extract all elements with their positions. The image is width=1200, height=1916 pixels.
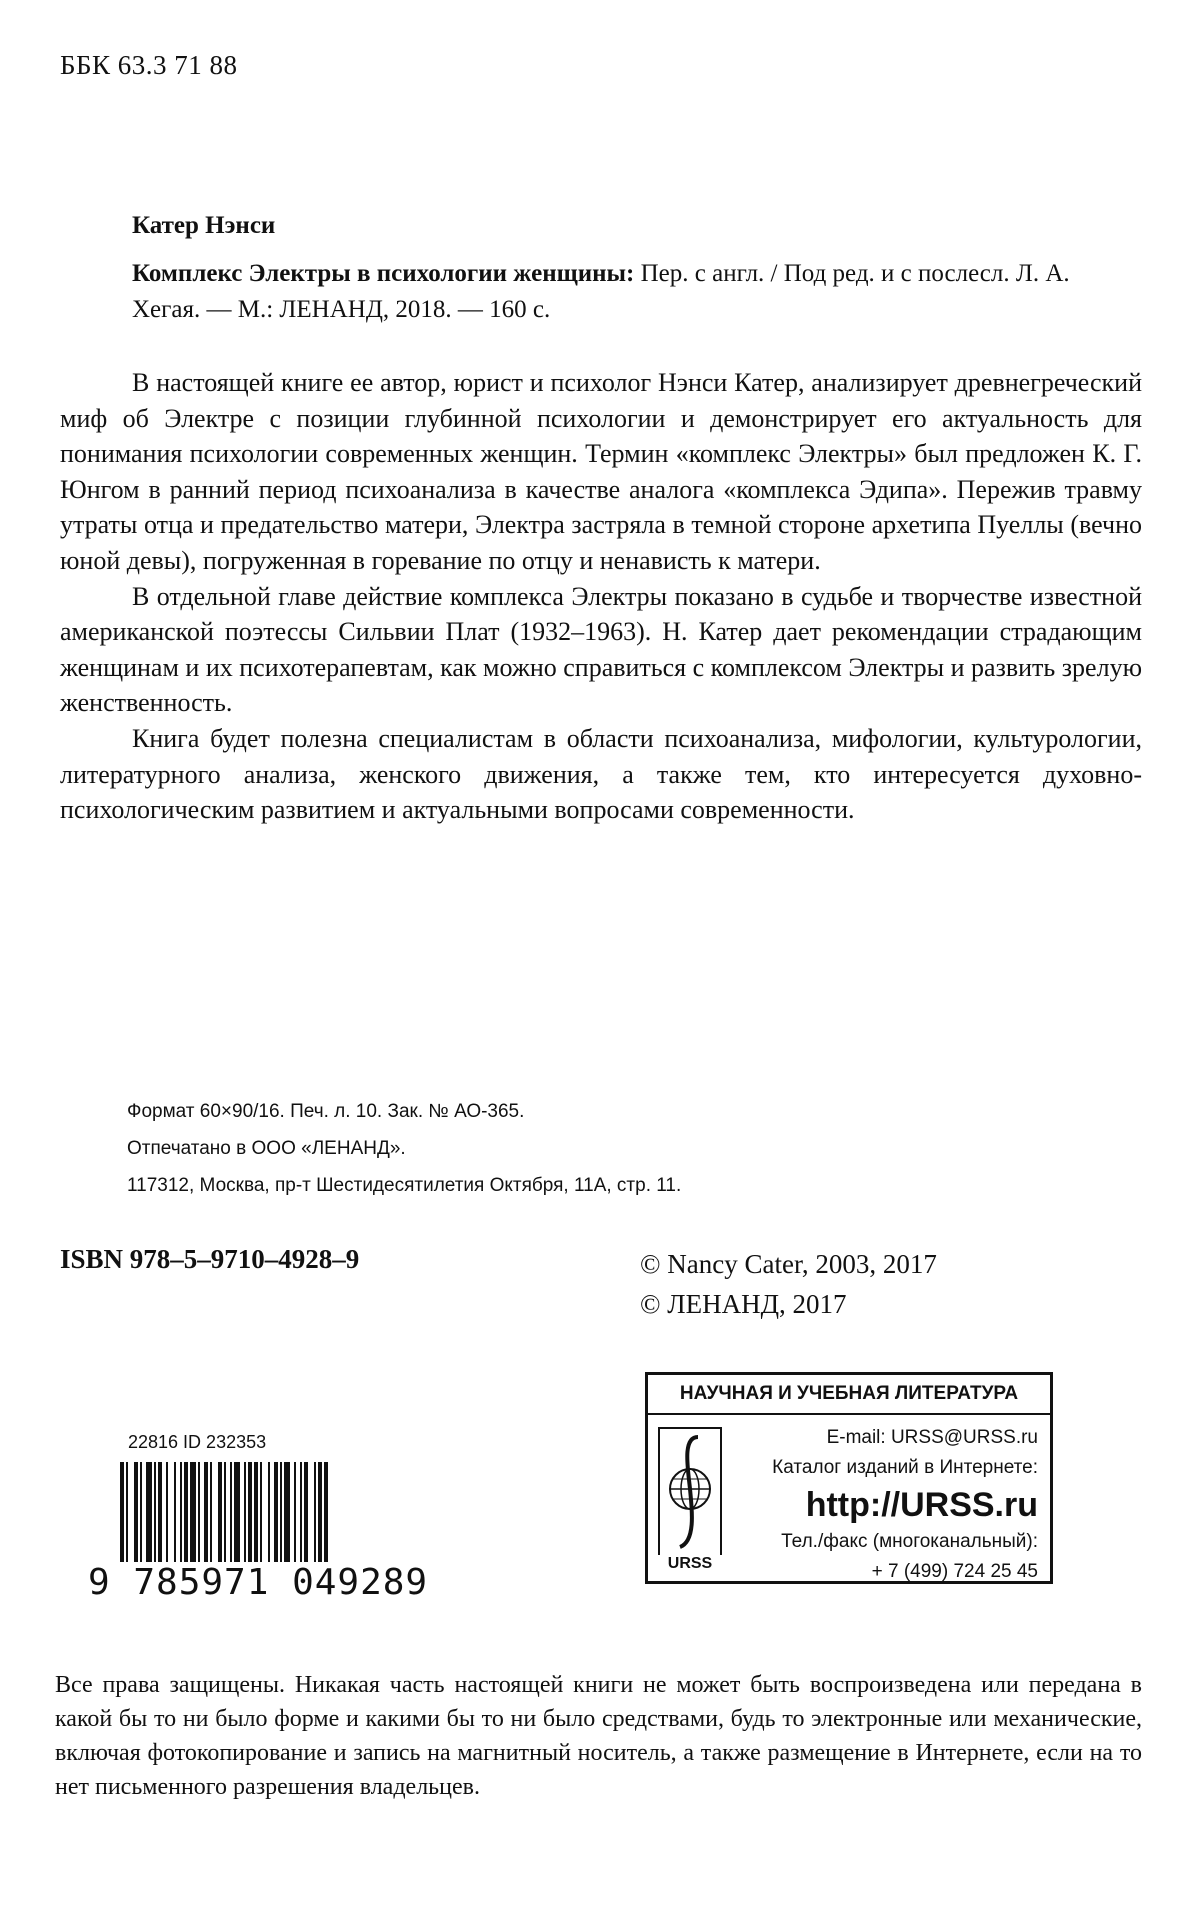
bibliographic-details: Пер. с англ. / Под ред. и с послесл. Л. А. Хегая. — М.: ЛЕНАНД, 2018. — 160 с. xyxy=(132,260,1070,323)
urss-url: http://URSS.ru xyxy=(805,1486,1038,1524)
imprint-printer: Отпечатано в ООО «ЛЕНАНД». xyxy=(127,1138,406,1159)
urss-logo xyxy=(658,1427,722,1572)
imprint xyxy=(127,1093,681,1204)
urss-phone: + 7 (499) 724 25 45 xyxy=(871,1561,1038,1582)
isbn: ISBN 978–5–9710–4928–9 xyxy=(60,1244,360,1274)
barcode-graphic xyxy=(112,1462,442,1572)
urss-publisher-box xyxy=(645,1372,1053,1584)
barcode-id: 22816 ID 232353 xyxy=(128,1432,267,1452)
abstract-paragraph: Книга будет полезна специалистам в области психоанализа, мифологии, культурологии, литературного анализа, женского движения, а также тем, кто интересуется духовно-психологическим развитием и актуальными вопросами современности. xyxy=(60,723,1142,825)
copyright-line: © Nancy Cater, 2003, 2017 xyxy=(640,1249,937,1279)
urss-catalog-label: Каталог изданий в Интернете: xyxy=(772,1457,1038,1478)
barcode-digits: 9 785971 049289 xyxy=(88,1562,429,1603)
imprint-format: Формат 60×90/16. Печ. л. 10. Зак. № АО-365. xyxy=(127,1101,525,1122)
urss-phone-label: Тел./факс (многоканальный): xyxy=(781,1531,1038,1552)
rights-notice: Все права защищены. Никакая часть настоящей книги не может быть воспроизведена или передана в какой бы то ни было форме и какими бы то ни было средствами, будь то электронные или механические, включая фотокопирование и запись на магнитный носитель, а также размещение в Интернете, если на то нет письменного разрешения владельцев. xyxy=(55,1672,1142,1800)
copyright-line: © ЛЕНАНД, 2017 xyxy=(640,1289,847,1319)
urss-logo-label: URSS xyxy=(658,1555,722,1573)
author-name: Катер Нэнси xyxy=(132,212,276,239)
urss-contacts xyxy=(772,1423,1038,1587)
bibliographic-record xyxy=(132,256,1142,328)
urss-header: НАУЧНАЯ И УЧЕБНАЯ ЛИТЕРАТУРА xyxy=(648,1375,1050,1415)
book-title: Комплекс Электры в психологии женщины: xyxy=(132,260,635,287)
urss-email: E-mail: URSS@URSS.ru xyxy=(826,1427,1038,1448)
abstract xyxy=(60,365,1142,828)
abstract-paragraph: В настоящей книге ее автор, юрист и психолог Нэнси Катер, анализирует древнегреческий миф об Электре с позиции глубинной психологии и демонстрирует его актуальность для понимания психологии современных женщин. Термин «комплекс Электры» был предложен К. Г. Юнгом в ранний период психоанализа в качестве аналога «комплекса Эдипа». Пережив травму утраты отца и предательство матери, Электра застряла в темной стороне архетипа Пуеллы (вечно юной девы), погруженная в горевание по отцу и ненависть к матери. xyxy=(60,368,1142,575)
bbk-code: ББК 63.3 71 88 xyxy=(60,50,238,80)
copyright xyxy=(640,1244,937,1324)
globe-icon xyxy=(660,1429,720,1569)
imprint-address: 117312, Москва, пр-т Шестидесятилетия Октября, 11А, стр. 11. xyxy=(127,1175,682,1196)
abstract-paragraph: В отдельной главе действие комплекса Электры показано в судьбе и творчестве известной американской поэтессы Сильвии Плат (1932–1963). Н. Катер дает рекомендации страдающим женщинам и их психотерапевтам, как можно справиться с комплексом Электры и развить зрелую женственность. xyxy=(60,581,1142,718)
